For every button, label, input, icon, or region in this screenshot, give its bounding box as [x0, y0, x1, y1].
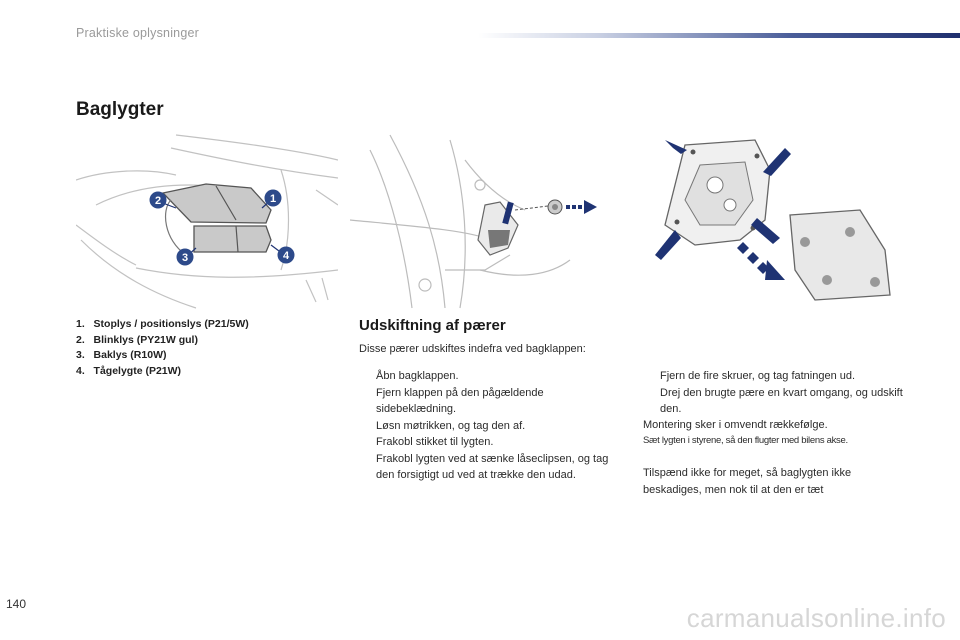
list-item: Åbn bagklappen.	[376, 370, 459, 382]
svg-text:4: 4	[282, 250, 290, 262]
svg-text:3: 3	[181, 252, 189, 264]
steps-list-right	[643, 368, 913, 418]
svg-text:2: 2	[154, 195, 162, 207]
trim-panel-illustration	[350, 130, 620, 310]
list-item: Løsn møtrikken, og tag den af.	[376, 419, 526, 432]
legend-item: 1. Stoplys / positionslys (P21/5W)	[76, 318, 249, 330]
steps-list-left	[359, 368, 619, 484]
intro-text: Disse pærer udskiftes indefra ved bagklappen:	[359, 343, 586, 355]
legend-item: 4. Tågelygte (P21W)	[76, 364, 182, 377]
rear-lights-illustration	[76, 130, 338, 310]
svg-text:1: 1	[269, 193, 277, 205]
bulb-legend	[76, 317, 249, 379]
callout-2	[150, 192, 167, 209]
section-header: Praktiske oplysninger	[76, 26, 200, 40]
lamp-housing-illustration	[645, 130, 900, 310]
list-item: Frakobl stikket til lygten.	[376, 436, 494, 448]
header-bar	[478, 33, 960, 38]
list-item: Frakobl lygten ved at sænke låseclipsen, og tag den forsigtigt ud ved at trække den udad.	[376, 452, 609, 481]
list-item: Fjern klappen på den pågældende sidebeklædning.	[376, 386, 544, 415]
note-guides: Sæt lygten i styrene, så den flugter med bilens akse.	[643, 435, 848, 446]
callout-1	[265, 190, 282, 207]
section-subtitle: Udskiftning af pærer	[359, 317, 506, 334]
watermark: carmanualsonline.info	[686, 603, 946, 633]
callout-3	[177, 249, 194, 266]
page-title: Baglygter	[76, 99, 164, 120]
page-number: 140	[6, 597, 27, 611]
callout-4	[278, 247, 295, 264]
note-tighten: Tilspænd ikke for meget, så baglygten ikke beskadiges, men nok til at den er tæt	[643, 467, 852, 496]
note-reassembly: Montering sker i omvendt rækkefølge.	[643, 419, 828, 431]
legend-item: 2. Blinklys (PY21W gul)	[76, 333, 198, 346]
legend-item: 3. Baklys (R10W)	[76, 349, 167, 361]
list-item: Fjern de fire skruer, og tag fatningen ud.	[660, 370, 856, 382]
list-item: Drej den brugte pære en kvart omgang, og udskift den.	[660, 386, 903, 415]
